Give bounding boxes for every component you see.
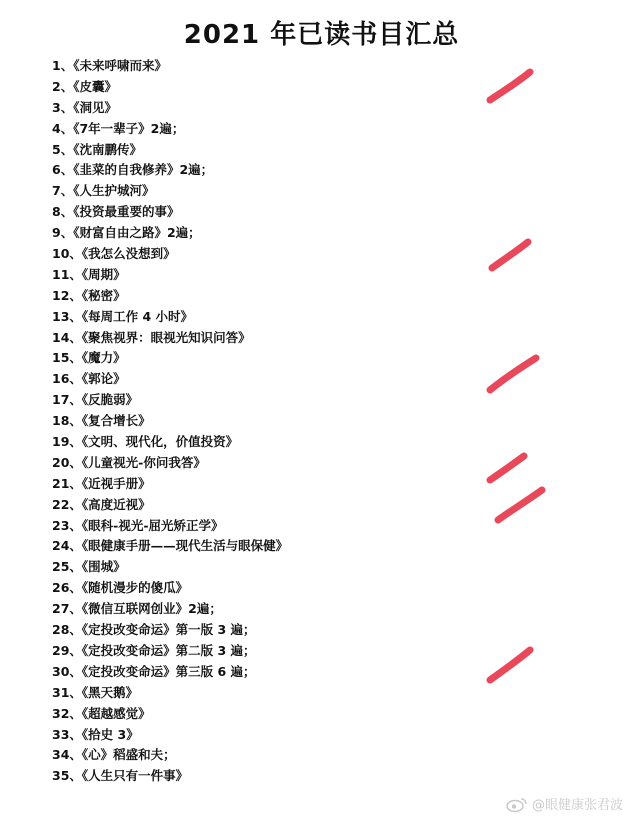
page-title: 2021 年已读书目汇总 — [183, 20, 460, 50]
list-item: 15、《魔力》 — [52, 350, 126, 366]
list-item: 23、《眼科-视光-屈光矫正学》 — [52, 517, 224, 533]
list-item: 8、《投资最重要的事》 — [52, 204, 180, 220]
list-item: 10、《我怎么没想到》 — [52, 246, 176, 262]
list-item: 1、《未来呼啸而来》 — [52, 58, 167, 73]
list-item: 21、《近视手册》 — [52, 475, 151, 491]
watermark-text: @眼健康张君波 — [531, 798, 623, 813]
list-item: 27、《微信互联网创业》2遍； — [52, 601, 222, 617]
weibo-icon — [506, 796, 528, 812]
check-mark — [490, 72, 530, 100]
list-item: 19、《文明、现代化，价值投资》 — [52, 434, 239, 450]
list-item: 5、《沈南鹏传》 — [52, 141, 142, 157]
list-item: 32、《超越感觉》 — [52, 705, 151, 721]
list-item: 17、《反脆弱》 — [52, 392, 139, 408]
list-item: 14、《聚焦视界：眼视光知识问答》 — [52, 329, 251, 345]
list-item: 22、《高度近视》 — [52, 496, 151, 512]
list-item: 34、《心》稻盛和夫； — [52, 747, 176, 763]
list-item: 2、《皮囊》 — [52, 78, 117, 94]
list-item: 24、《眼健康手册——现代生活与眼保健》 — [52, 538, 289, 554]
list-item: 33、《拾史 3》 — [52, 726, 139, 742]
check-mark — [490, 456, 524, 480]
list-item: 26、《随机漫步的傻瓜》 — [52, 580, 189, 596]
list-item: 25、《围城》 — [52, 559, 126, 575]
book-list — [52, 56, 288, 787]
list-item: 18、《复合增长》 — [52, 413, 151, 429]
check-mark — [490, 650, 530, 680]
list-item: 9、《财富自由之路》2遍； — [52, 225, 201, 241]
list-item: 13、《每周工作 4 小时》 — [52, 308, 194, 324]
list-item: 30、《定投改变命运》第三版 6 遍； — [52, 663, 256, 679]
list-item: 6、《韭菜的自我修养》2遍； — [52, 162, 214, 178]
list-item: 20、《儿童视光-你问我答》 — [52, 454, 206, 470]
check-mark — [490, 358, 536, 390]
list-item: 35、《人生只有一件事》 — [52, 768, 189, 784]
list-item: 11、《周期》 — [52, 266, 126, 282]
list-item: 4、《7年一辈子》2遍； — [52, 120, 185, 136]
check-mark — [492, 242, 528, 268]
list-item: 31、《黑天鹅》 — [52, 684, 139, 700]
list-item: 28、《定投改变命运》第一版 3 遍； — [52, 622, 256, 638]
list-item: 3、《洞见》 — [52, 99, 117, 115]
watermark — [506, 794, 623, 813]
list-item: 7、《人生护城河》 — [52, 183, 155, 199]
check-mark — [498, 490, 542, 520]
list-item: 12、《秘密》 — [52, 287, 126, 303]
list-item: 16、《郭论》 — [52, 371, 126, 387]
list-item: 29、《定投改变命运》第二版 3 遍； — [52, 642, 256, 658]
